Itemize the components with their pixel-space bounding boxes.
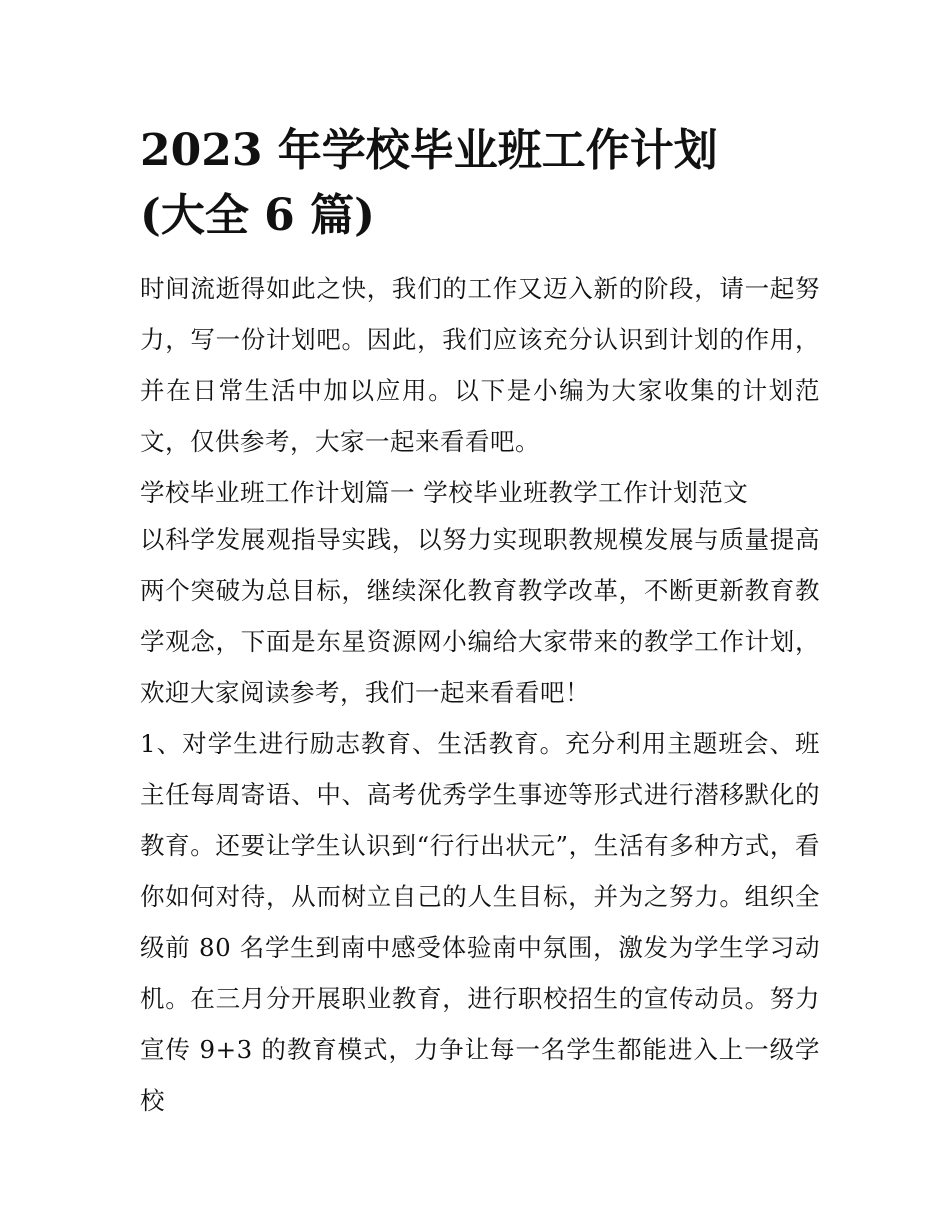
section-heading: 学校毕业班工作计划篇一 学校毕业班教学工作计划范文 <box>140 478 749 507</box>
summary-paragraph: 以科学发展观指导实践，以努力实现职教规模发展与质量提高两个突破为总目标，继续深化教育教学改革，不断更新教育教学观念，下面是东星资源网小编给大家带来的教学工作计划，欢迎大家阅读参考，我们一起来看看吧！ <box>140 525 820 707</box>
document-title <box>140 118 820 248</box>
document-page <box>140 118 820 1126</box>
title-line-2: (大全 6 篇) <box>140 190 375 241</box>
title-line-1: 2023 年学校毕业班工作计划 <box>140 125 718 176</box>
intro-paragraph: 时间流逝得如此之快，我们的工作又迈入新的阶段，请一起努力，写一份计划吧。因此，我们应该充分认识到计划的作用，并在日常生活中加以应用。以下是小编为大家收集的计划范文，仅供参考，大家一起来看看吧。 <box>140 274 820 456</box>
document-body <box>140 263 820 1126</box>
item-1-paragraph: 1、对学生进行励志教育、生活教育。充分利用主题班会、班主任每周寄语、中、高考优秀学生事迹等形式进行潜移默化的教育。还要让学生认识到“行行出状元”，生活有多种方式，看你如何对待，从而树立自己的人生目标，并为之努力。组织全级前 80 名学生到南中感受体验南中氛围，激发为学生学习动机。在三月分开展职业教育，进行职校招生的宣传动员。努力宣传 9+3 的教育模式，力争让每一名学生都能进入上一级学校 <box>140 729 820 1115</box>
